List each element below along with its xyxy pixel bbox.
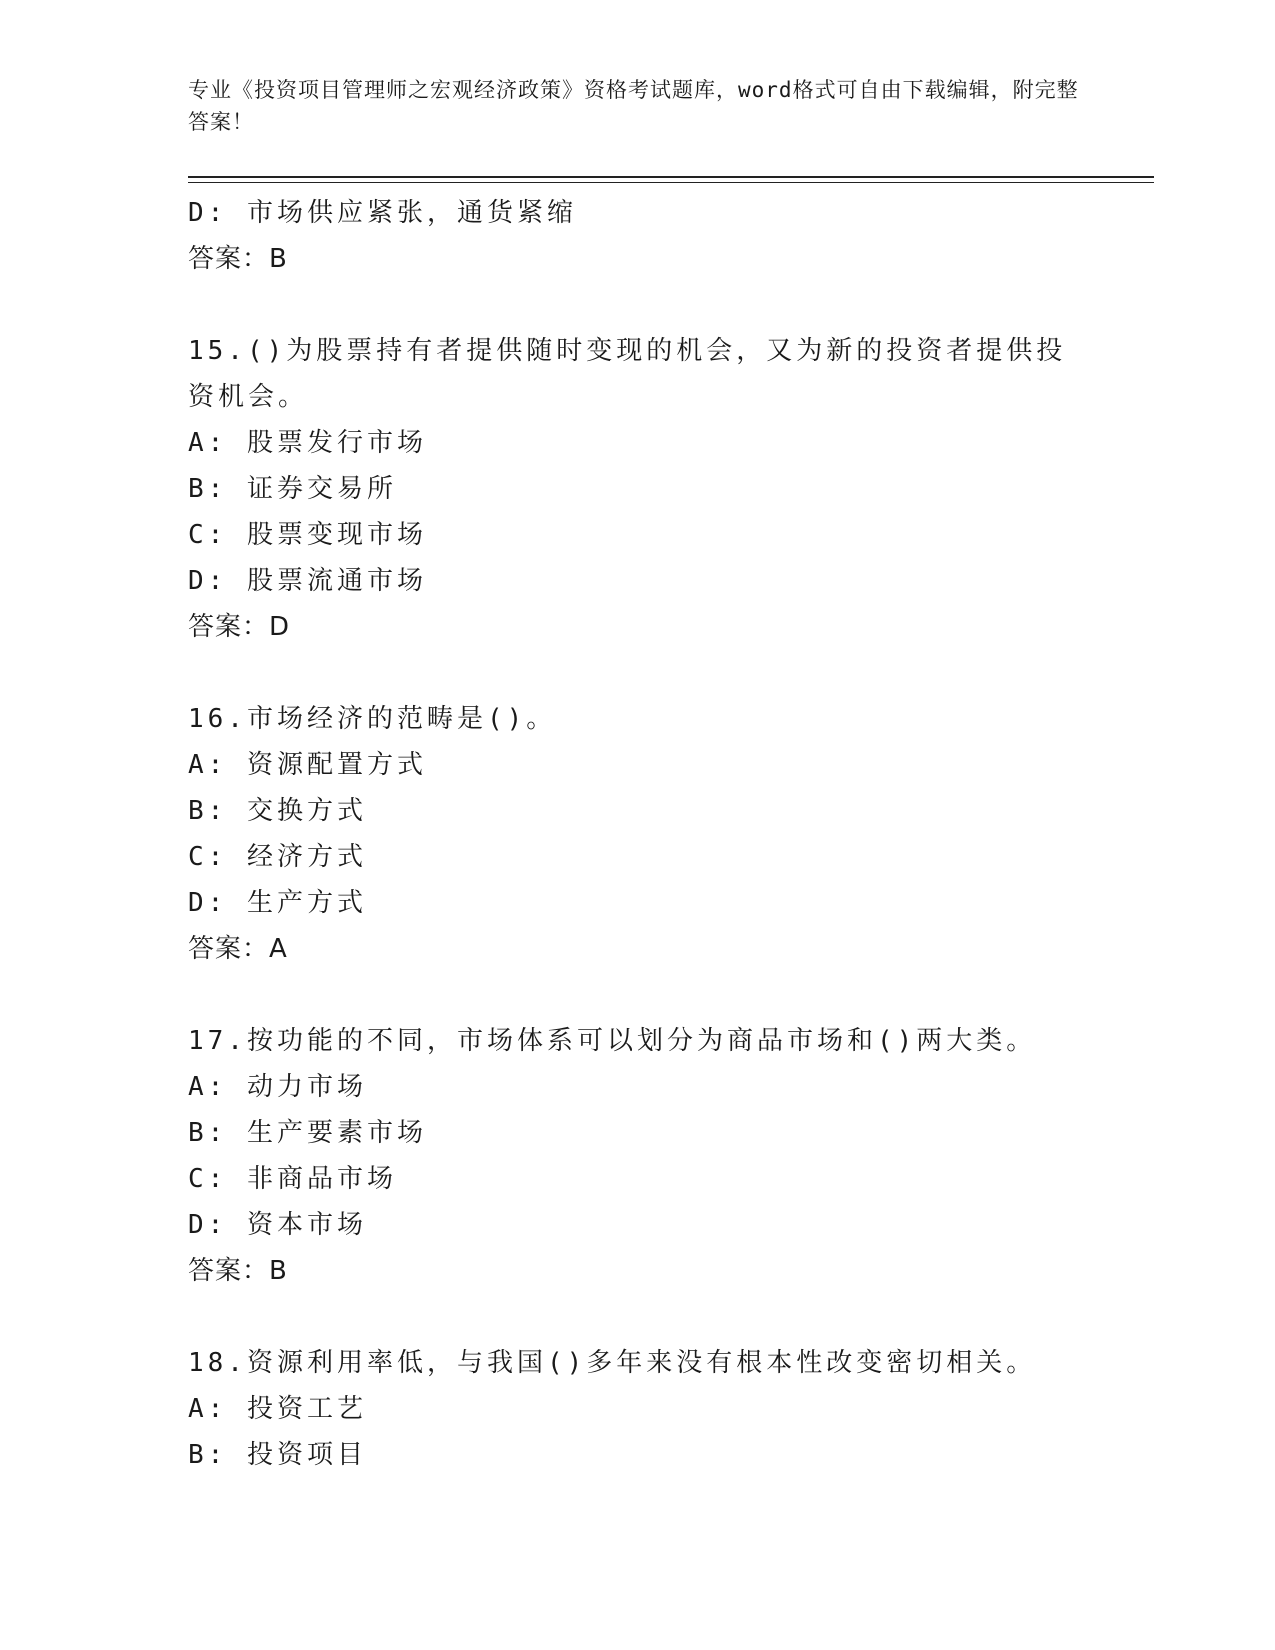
option-b: B: 投资项目 [188,1440,367,1470]
question-title: 16.市场经济的范畴是()。 [188,704,557,734]
option-a: A: 资源配置方式 [188,750,427,780]
question-15 [188,328,1088,650]
question-18 [188,1340,1088,1478]
option-c: C: 经济方式 [188,842,367,872]
option-b: B: 证券交易所 [188,474,397,504]
question-list [188,190,1088,1478]
option-d: D: 资本市场 [188,1210,367,1240]
option-d: D: 股票流通市场 [188,566,427,596]
question-title: 18.资源利用率低，与我国()多年来没有根本性改变密切相关。 [188,1348,1037,1378]
option-a: A: 股票发行市场 [188,428,427,458]
option-b: B: 交换方式 [188,796,367,826]
question-title: 15.()为股票持有者提供随时变现的机会，又为新的投资者提供投资机会。 [188,336,1067,412]
header-divider-thin [188,182,1154,183]
option-c: C: 非商品市场 [188,1164,397,1194]
prev-answer: 答案：B [188,244,288,274]
header-divider-thick [188,176,1154,178]
option-b: B: 生产要素市场 [188,1118,427,1148]
prev-option-d: D: 市场供应紧张，通货紧缩 [188,198,577,228]
answer: 答案：A [188,934,288,964]
question-title: 17.按功能的不同，市场体系可以划分为商品市场和()两大类。 [188,1026,1037,1056]
question-17 [188,1018,1088,1294]
option-d: D: 生产方式 [188,888,367,918]
document-header: 专业《投资项目管理师之宏观经济政策》资格考试题库，word格式可自由下载编辑，附完整答案！ [188,78,1079,134]
question-16 [188,696,1088,972]
option-c: C: 股票变现市场 [188,520,427,550]
option-a: A: 动力市场 [188,1072,367,1102]
answer: 答案：B [188,1256,288,1286]
answer: 答案：D [188,612,291,642]
option-a: A: 投资工艺 [188,1394,367,1424]
